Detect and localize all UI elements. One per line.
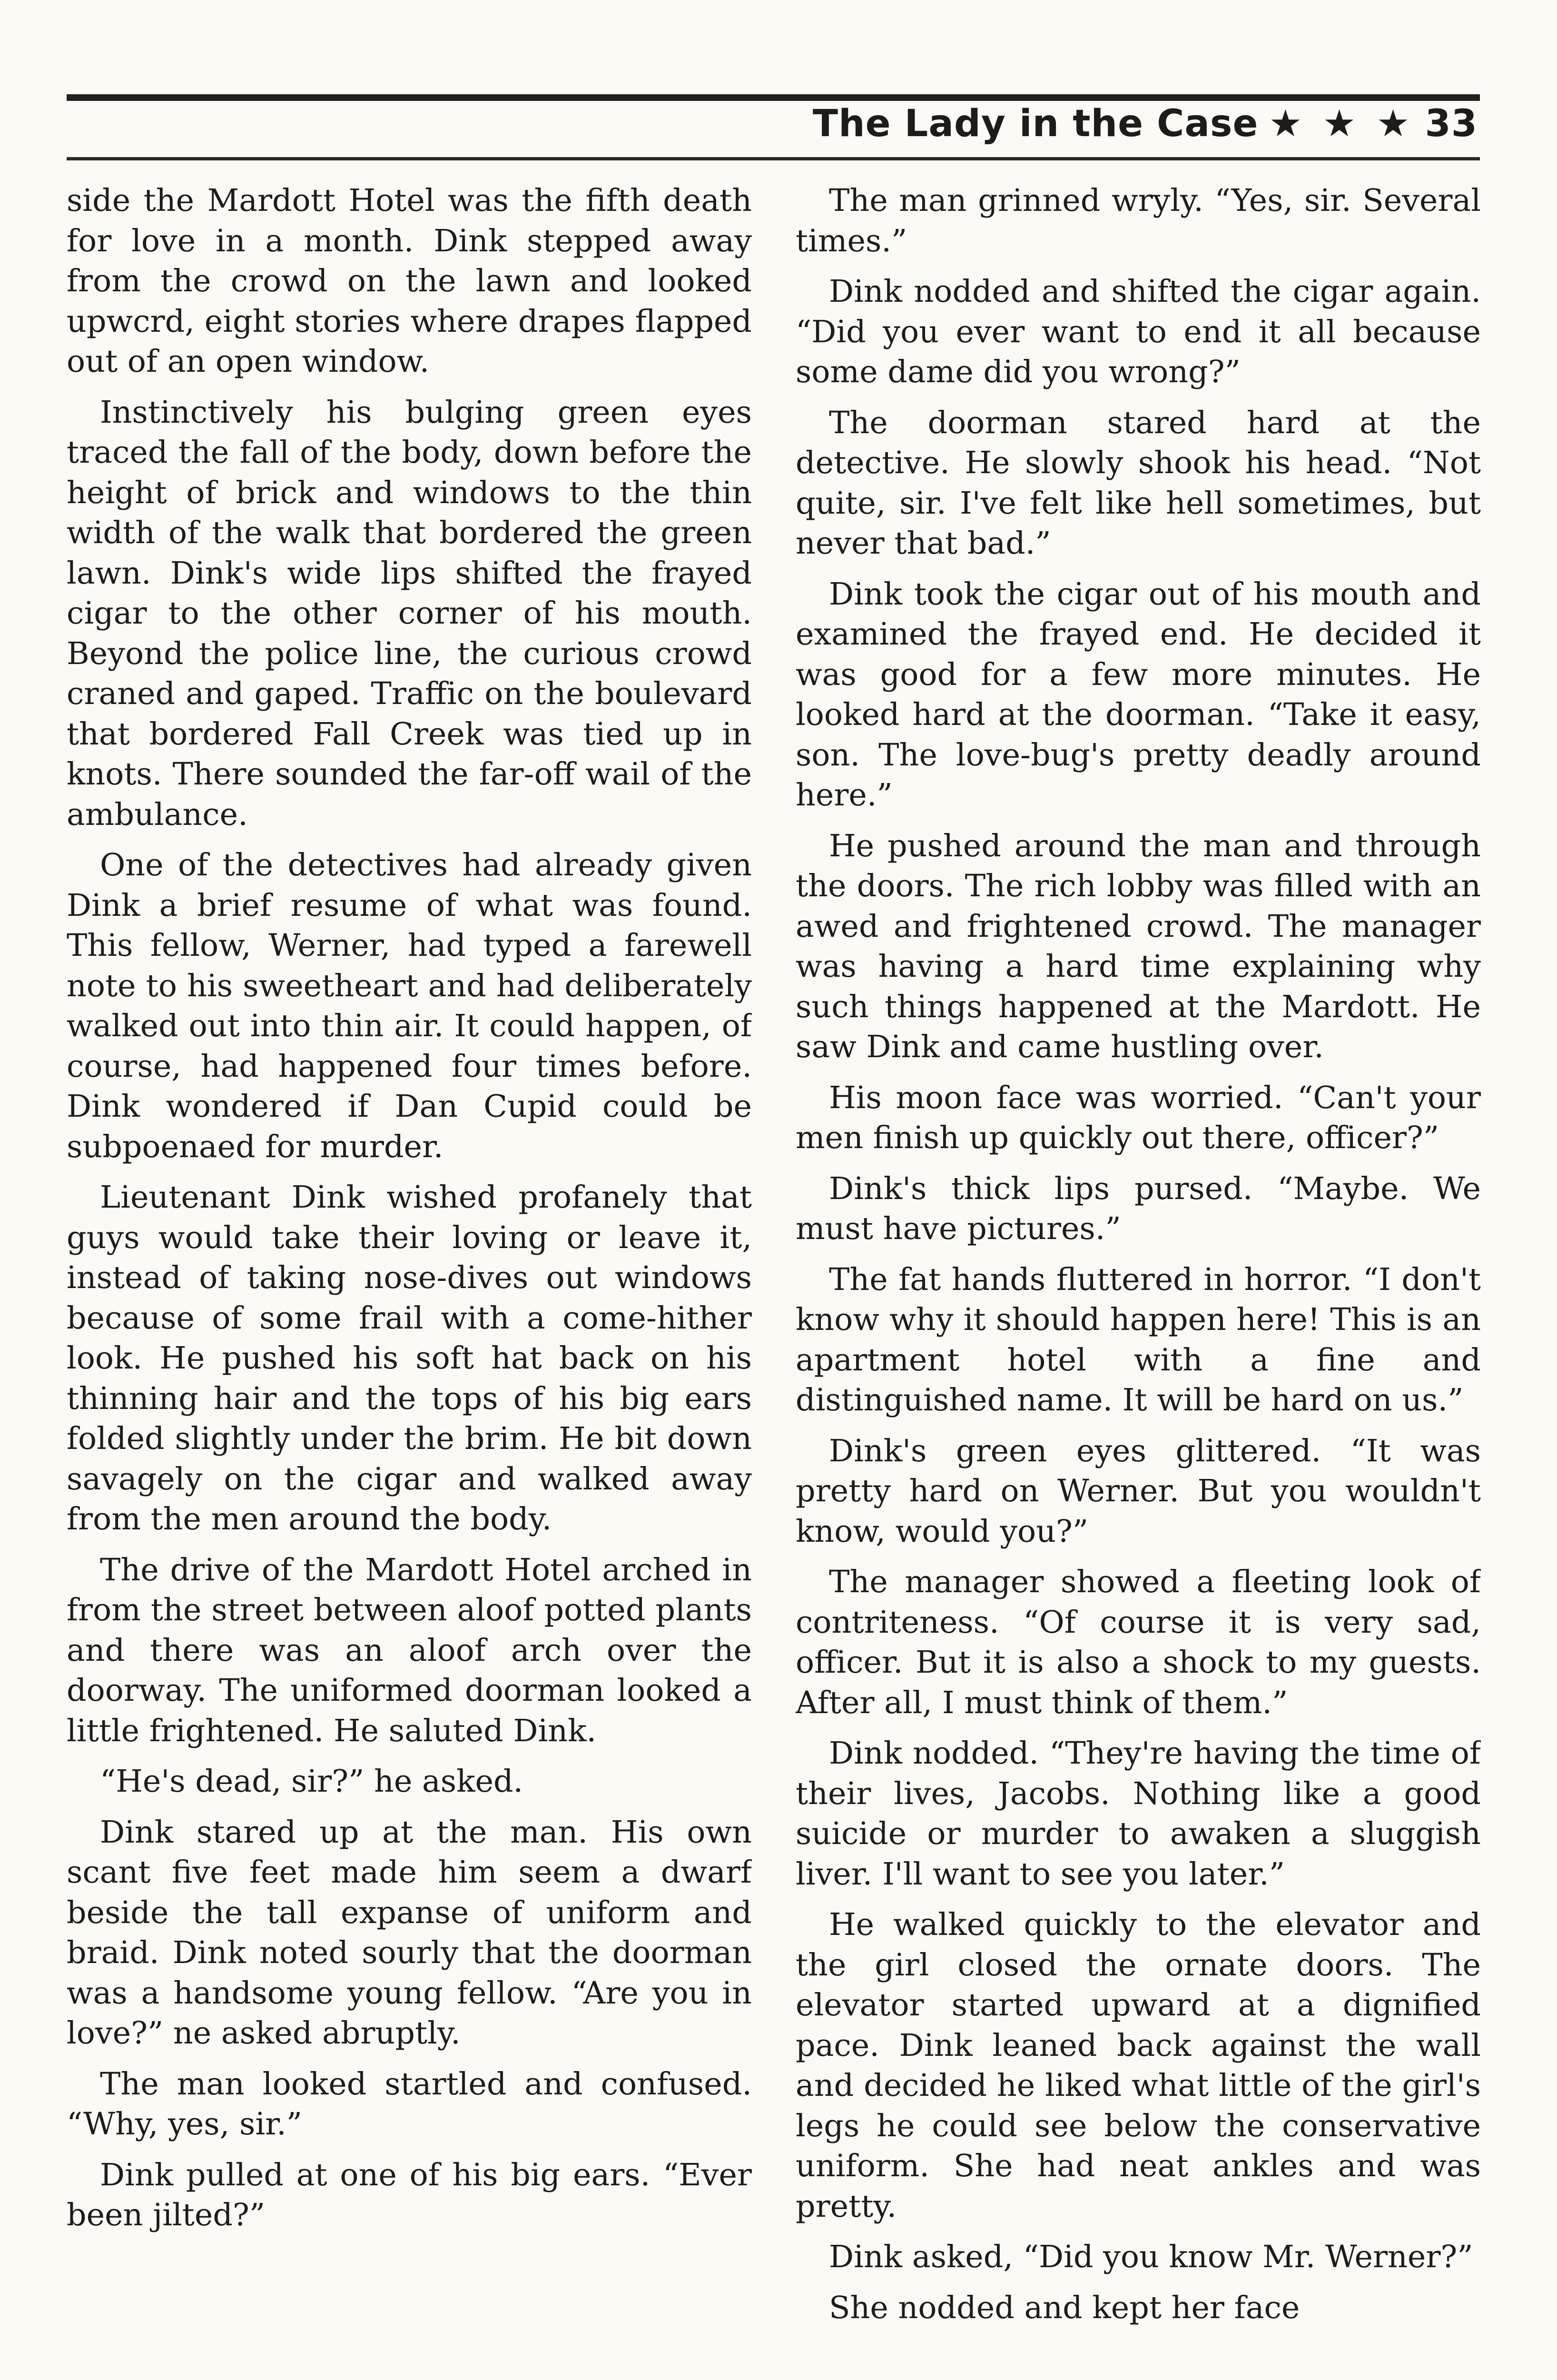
paragraph: Dink pulled at one of his big ears. “Ever been jilted?” [67,2157,752,2233]
paragraph: One of the detectives had already given Dink a brief resume of what was found. This fellow, Werner, had typed a farewell note to his sweetheart and had deliberately walked out into thin air. It could happen, of course, had happened four times before. Dink wondered if Dan Cupid could be subpoenaed for murder. [67,847,752,1165]
paragraph: Dink stared up at the man. His own scant five feet made him seem a dwarf beside the tall expanse of uniform and braid. Dink noted sourly that the doorman was a handsome young fellow. “Are you in love?” ne asked abruptly. [67,1814,752,2051]
paragraph: The fat hands fluttered in horror. “I don't know why it should happen here! This is an apartment hotel with a fine and distinguished name. It will be hard on us.” [796,1261,1481,1418]
left-column [67,181,752,2380]
story-title: The Lady in the Case [812,102,1259,145]
paragraph: Dink nodded and shifted the cigar again. “Did you ever want to end it all because some dame did you wrong?” [796,274,1481,390]
paragraph: His moon face was worried. “Can't your men finish up quickly out there, officer?” [796,1080,1481,1156]
paragraph: Instinctively his bulging green eyes traced the fall of the body, down before the height of brick and windows to the thin width of the walk that bordered the green lawn. Dink's wide lips shifted the frayed cigar to the other corner of his mouth. Beyond the police line, the curious crowd craned and gaped. Traffic on the boulevard that bordered Fall Creek was tied up in knots. There sounded the far-off wail of the ambulance. [67,394,752,833]
header-rule [67,157,1480,160]
page-number: 33 [1425,102,1478,145]
paragraph: He walked quickly to the elevator and the girl closed the ornate doors. The elevator started upward at a dignified pace. Dink leaned back against the wall and decided he liked what little of the girl's legs he could see below the conservative uniform. She had neat ankles and was pretty. [796,1907,1481,2224]
paragraph: Dink nodded. “They're having the time of their lives, Jacobs. Nothing like a good suicide or murder to awaken a sluggish liver. I'll want to see you later.” [796,1735,1481,1892]
paragraph: He pushed around the man and through the doors. The rich lobby was filled with an awed and frightened crowd. The manager was having a hard time explaining why such things happened at the Mardott. He saw Dink and came hustling over. [796,828,1481,1065]
running-header [812,98,1478,150]
paragraph: Lieutenant Dink wished profanely that guys would take their loving or leave it, instead of taking nose-dives out windows because of some frail with a come-hither look. He pushed his soft hat back on his thinning hair and the tops of his big ears folded slightly under the brim. He bit down savagely on the cigar and walked away from the men around the body. [67,1180,752,1537]
paragraph: The man grinned wryly. “Yes, sir. Several times.” [796,183,1481,259]
paragraph: Dink took the cigar out of his mouth and examined the frayed end. He decided it was good for a few more minutes. He looked hard at the doorman. “Take it easy, son. The love-bug's pretty deadly around here.” [796,576,1481,813]
rating-stars: ★ ★ ★ [1269,102,1414,145]
paragraph: She nodded and kept her face [829,2290,1300,2326]
paragraph: Dink asked, “Did you know Mr. Werner?” [829,2239,1473,2275]
paragraph: side the Mardott Hotel was the fifth death for love in a month. Dink stepped away from the crowd on the lawn and looked upwcrd, eight stories where drapes flapped out of an open window. [67,183,752,379]
paragraph: The manager showed a fleeting look of contriteness. “Of course it is very sad, officer. But it is also a shock to my guests. After all, I must think of them.” [796,1564,1481,1721]
paragraph: “He's dead, sir?” he asked. [100,1764,523,1799]
paragraph: The man looked startled and confused. “Why, yes, sir.” [67,2066,752,2142]
right-column [796,181,1481,2380]
paragraph: The doorman stared hard at the detective. He slowly shook his head. “Not quite, sir. I've felt like hell sometimes, but never that bad.” [796,405,1481,561]
paragraph: Dink's green eyes glittered. “It was pretty hard on Werner. But you wouldn't know, would you?” [796,1433,1481,1549]
paragraph: Dink's thick lips pursed. “Maybe. We must have pictures.” [796,1170,1481,1247]
paragraph: The drive of the Mardott Hotel arched in from the street between aloof potted plants and there was an aloof arch over the doorway. The uniformed doorman looked a little frightened. He saluted Dink. [67,1552,752,1749]
